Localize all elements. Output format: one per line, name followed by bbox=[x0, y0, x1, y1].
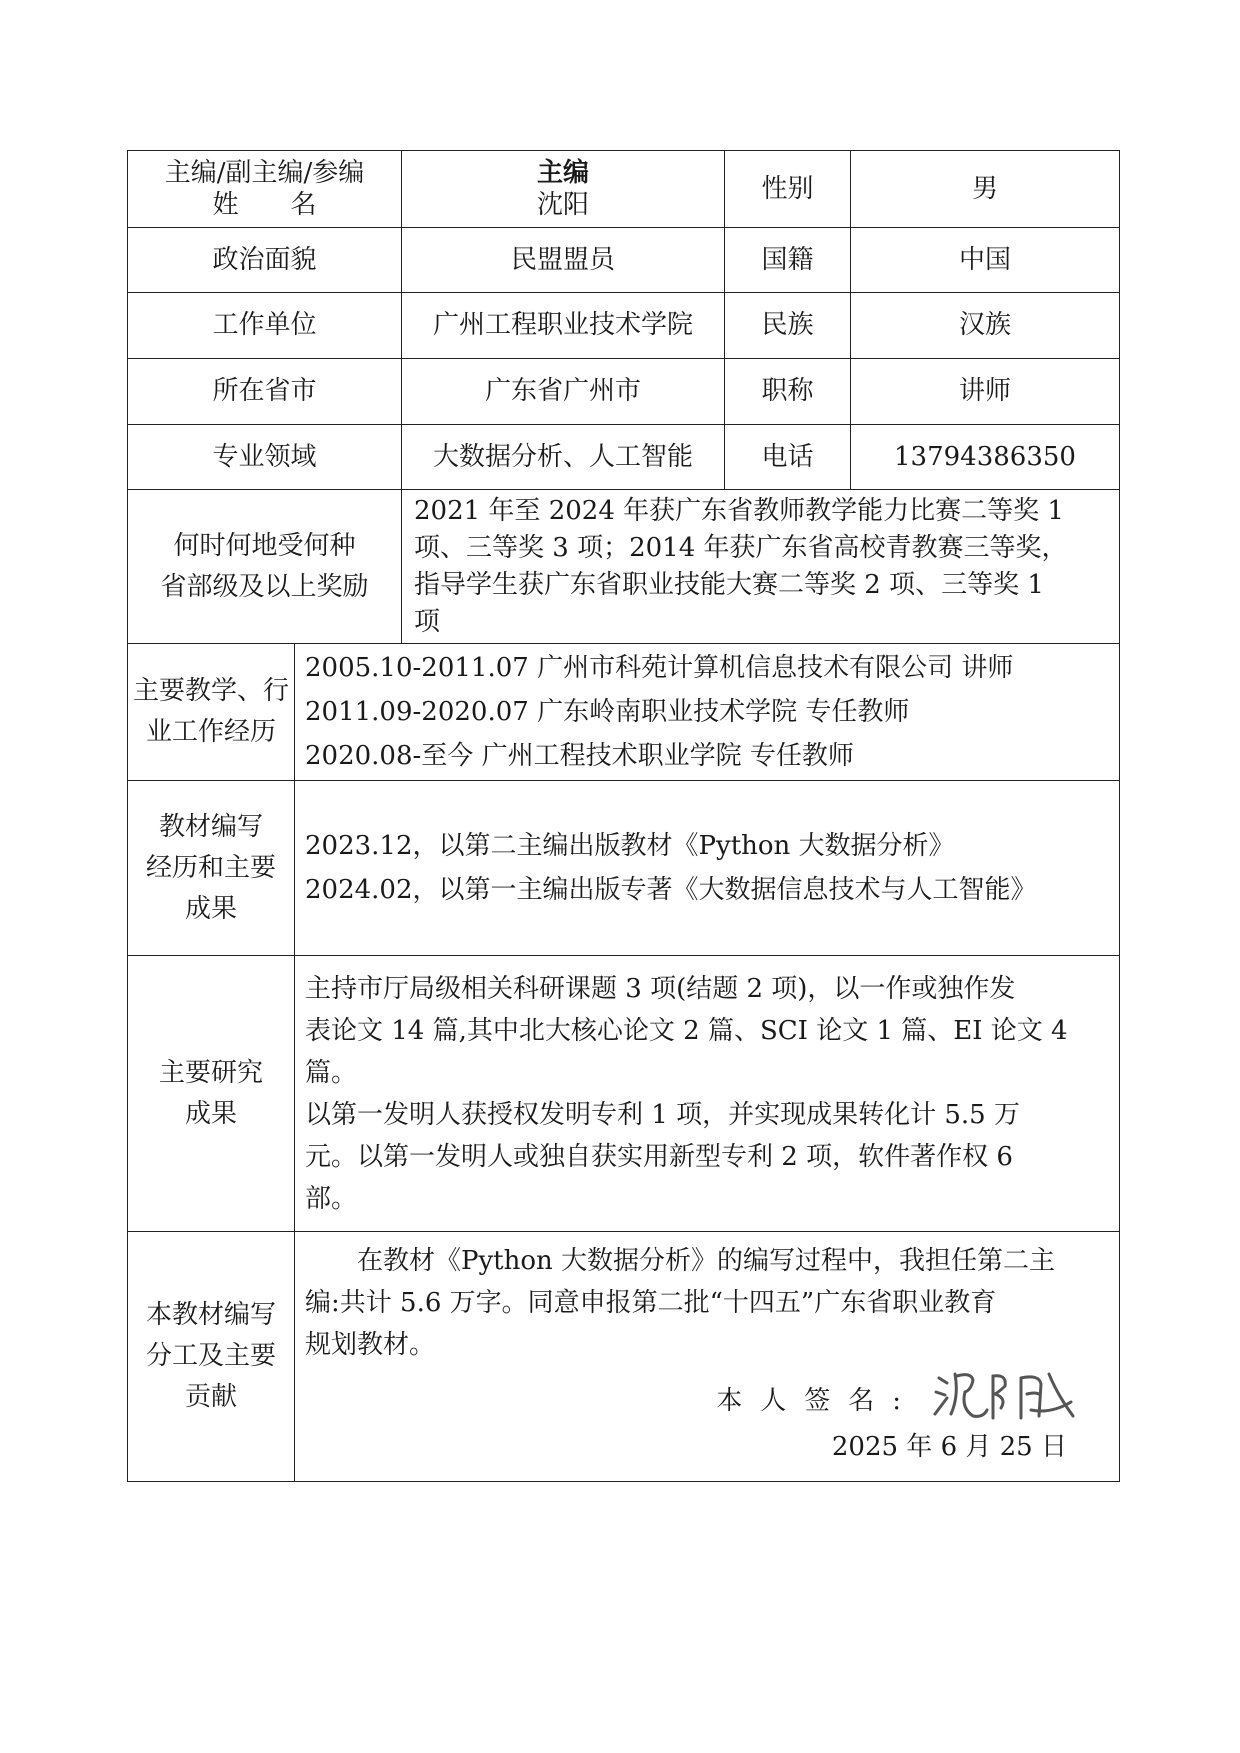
awards-value bbox=[402, 490, 1120, 644]
role-label: 主编/副主编/参编 bbox=[164, 158, 365, 188]
gender-value: 男 bbox=[851, 151, 1120, 228]
name-label: 姓 名 bbox=[212, 190, 317, 220]
role-value: 主编 bbox=[536, 158, 589, 188]
research-label-line: 成果 bbox=[184, 1098, 237, 1129]
field-value: 大数据分析、人工智能 bbox=[402, 425, 725, 490]
textbooks-label-line: 经历和主要 bbox=[145, 852, 276, 883]
textbooks-label bbox=[128, 781, 295, 956]
experience-value bbox=[295, 644, 1120, 781]
gender-label: 性别 bbox=[725, 151, 851, 228]
contribution-line: 规划教材。 bbox=[305, 1330, 436, 1360]
contribution-line: 编:共计 5.6 万字。同意申报第二批“十四五”广东省职业教育 bbox=[305, 1288, 997, 1318]
name-value: 沈阳 bbox=[536, 190, 589, 220]
experience-line: 2020.08-至今 广州工程技术职业学院 专任教师 bbox=[305, 741, 854, 771]
employer-value: 广州工程职业技术学院 bbox=[402, 293, 725, 359]
header-row bbox=[128, 151, 1120, 228]
research-label bbox=[128, 956, 295, 1232]
contribution-label-line: 分工及主要 bbox=[145, 1341, 276, 1371]
experience-label bbox=[128, 644, 295, 781]
field-row bbox=[128, 425, 1120, 490]
experience-line: 2005.10-2011.07 广州市科苑计算机信息技术有限公司 讲师 bbox=[305, 653, 1014, 683]
employer-row bbox=[128, 293, 1120, 359]
research-value bbox=[295, 956, 1120, 1232]
research-line: 表论文 14 篇,其中北大核心论文 2 篇、SCI 论文 1 篇、EI 论文 4 bbox=[305, 1015, 1068, 1046]
textbooks-label-line: 教材编写 bbox=[158, 811, 263, 842]
awards-row bbox=[128, 490, 1120, 644]
handwritten-signature bbox=[931, 1364, 1081, 1428]
awards-label-line: 何时何地受何种 bbox=[173, 530, 356, 561]
ethnicity-value: 汉族 bbox=[851, 293, 1120, 359]
role-name-value bbox=[402, 151, 725, 228]
nationality-value: 中国 bbox=[851, 228, 1120, 293]
title-label: 职称 bbox=[725, 359, 851, 425]
phone-label: 电话 bbox=[725, 425, 851, 490]
textbooks-line: 2024.02，以第一主编出版专著《大数据信息技术与人工智能》 bbox=[305, 875, 1037, 905]
experience-line: 2011.09-2020.07 广东岭南职业技术学院 专任教师 bbox=[305, 697, 910, 727]
contribution-label-line: 贡献 bbox=[184, 1382, 237, 1412]
phone-value: 13794386350 bbox=[851, 425, 1120, 490]
textbooks-value bbox=[295, 781, 1120, 956]
nationality-label: 国籍 bbox=[725, 228, 851, 293]
application-form bbox=[127, 150, 1119, 1482]
employer-label: 工作单位 bbox=[128, 293, 402, 359]
info-table bbox=[127, 150, 1120, 1482]
experience-label-line: 业工作经历 bbox=[145, 717, 276, 747]
experience-row bbox=[128, 644, 1120, 781]
contribution-label bbox=[128, 1232, 295, 1482]
awards-label-line: 省部级及以上奖励 bbox=[160, 571, 369, 602]
textbooks-row bbox=[128, 781, 1120, 956]
contribution-row bbox=[128, 1232, 1120, 1482]
location-label: 所在省市 bbox=[128, 359, 402, 425]
location-value: 广东省广州市 bbox=[402, 359, 725, 425]
experience-label-line: 主要教学、行 bbox=[132, 676, 289, 706]
awards-line: 2021 年至 2024 年获广东省教师教学能力比赛二等奖 1 bbox=[414, 495, 1064, 526]
research-row bbox=[128, 956, 1120, 1232]
field-label: 专业领域 bbox=[128, 425, 402, 490]
signature-date: 2025 年 6 月 25 日 bbox=[831, 1432, 1067, 1462]
research-line: 部。 bbox=[305, 1183, 358, 1214]
political-row bbox=[128, 228, 1120, 293]
title-value: 讲师 bbox=[851, 359, 1120, 425]
awards-label bbox=[128, 490, 402, 644]
contribution-label-line: 本教材编写 bbox=[145, 1300, 276, 1330]
textbooks-label-line: 成果 bbox=[184, 893, 237, 924]
contribution-line: 在教材《Python 大数据分析》的编写过程中，我担任第二主 bbox=[305, 1246, 1056, 1276]
contribution-value bbox=[295, 1232, 1120, 1482]
role-name-label bbox=[128, 151, 402, 228]
political-label: 政治面貌 bbox=[128, 228, 402, 293]
political-value: 民盟盟员 bbox=[402, 228, 725, 293]
awards-line: 项、三等奖 3 项；2014 年获广东省高校青教赛三等奖， bbox=[414, 532, 1068, 563]
awards-line: 项 bbox=[414, 606, 441, 637]
awards-line: 指导学生获广东省职业技能大赛二等奖 2 项、三等奖 1 bbox=[414, 569, 1044, 600]
research-label-line: 主要研究 bbox=[158, 1057, 263, 1088]
signature-label: 本人签名: bbox=[716, 1386, 919, 1416]
signature-area bbox=[305, 1366, 1109, 1426]
research-line: 篇。 bbox=[305, 1057, 358, 1088]
location-row bbox=[128, 359, 1120, 425]
research-line: 元。以第一发明人或独自获实用新型专利 2 项，软件著作权 6 bbox=[305, 1141, 1013, 1172]
textbooks-line: 2023.12，以第二主编出版教材《Python 大数据分析》 bbox=[305, 831, 955, 861]
ethnicity-label: 民族 bbox=[725, 293, 851, 359]
research-line: 以第一发明人获授权发明专利 1 项，并实现成果转化计 5.5 万 bbox=[305, 1099, 1020, 1130]
research-line: 主持市厅局级相关科研课题 3 项(结题 2 项)，以一作或独作发 bbox=[305, 973, 1016, 1004]
